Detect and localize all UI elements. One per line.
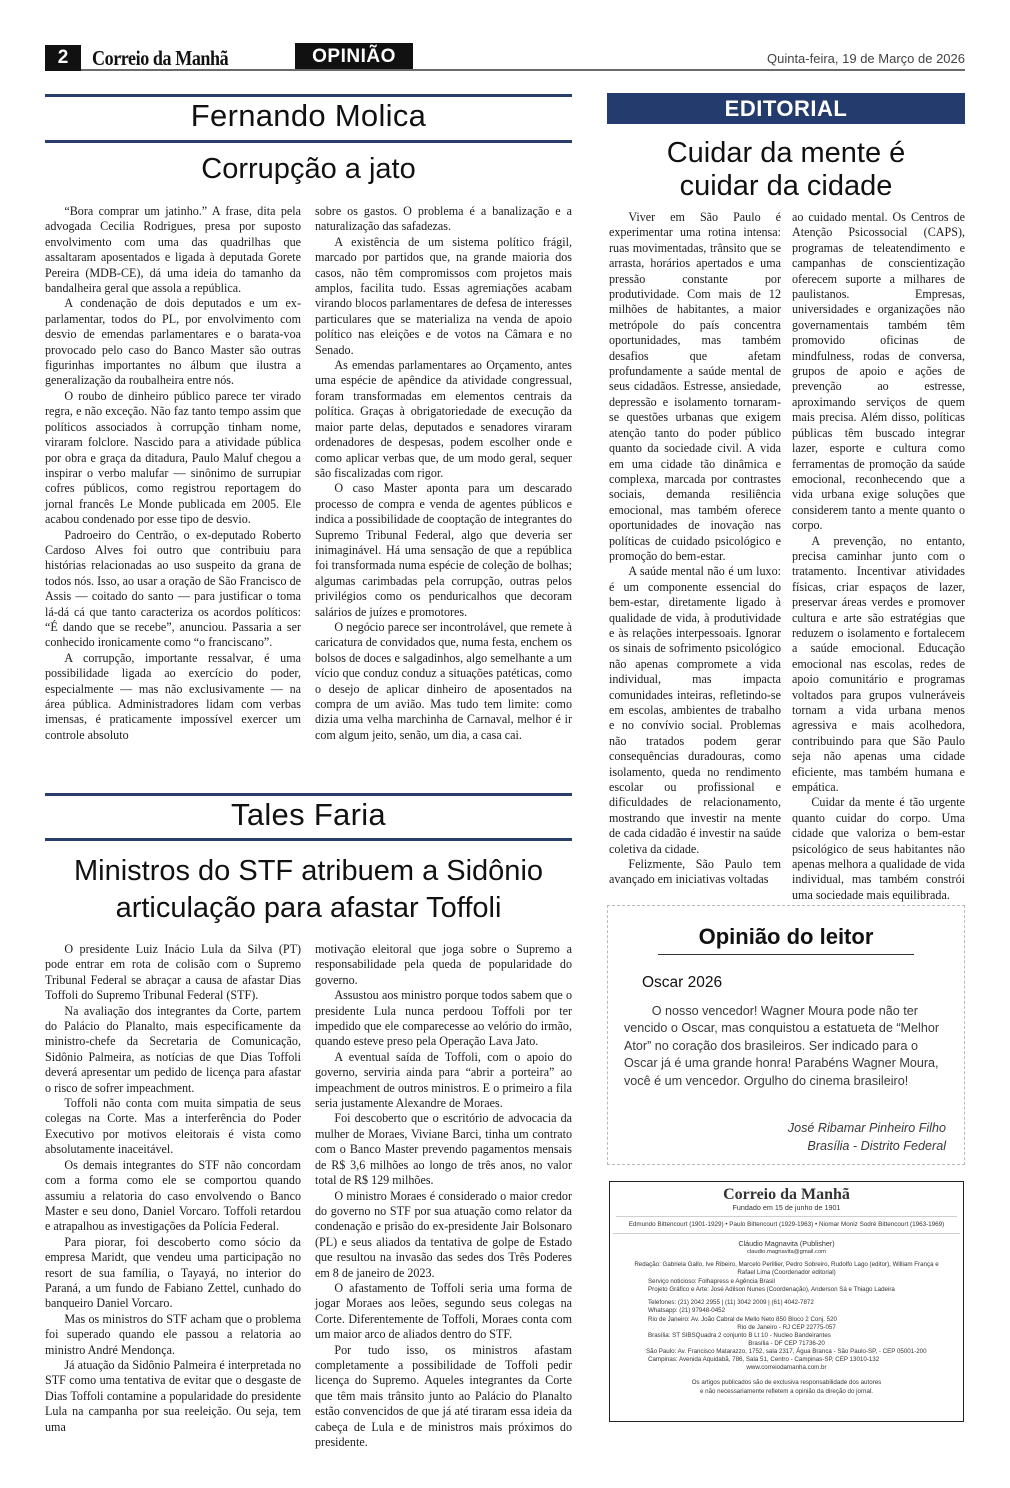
- letter-location: Brasília - Distrito Federal: [807, 1139, 946, 1153]
- paragraph: O presidente Luiz Inácio Lula da Silva (PT) pode entrar em rota de colisão com o Supremo Tribunal Federal se abraçar a causa de afastar Dias Toffoli do Supremo Tribunal Federal (STF).: [45, 942, 301, 1003]
- paragraph: O ministro Moraes é considerado o maior credor do governo no STF por sua atuação como relator da condenação e prisão do ex-presidente Jair Bolsonaro (PL) e seus aliados da tentativa de golpe de Estado que resultou na invasão das sedes dos Três Poderes em 8 de janeiro de 2023.: [315, 1188, 572, 1280]
- issue-date: Quinta-feira, 19 de Março de 2026: [766, 51, 965, 66]
- paragraph: O negócio parece ser incontrolável, que remete à caricatura de convidados que, numa festa, enchem os bolsos de doces e salgadinhos, algo semelhante a um vício que conduz conduz a situações patéticas, como o desejo de aplicar dinheiro de aposentados na compra de um avião. Mas tudo tem limite: como dizia uma velha marchinha de Carnaval, melhor é ir com algum jeito, senão, um dia, a casa cai.: [315, 619, 572, 742]
- editorial-body: [609, 210, 965, 903]
- paragraph: A saúde mental não é um luxo: é um componente essencial do bem-estar, diretamente ligado à qualidade de vida, à produtividade e às relações interpessoais. Ignorar os sinais de sofrimento psicológico não apenas compromete a vida individual, mas impacta comunidades inteiras, refletindo-se em escolas, ambientes de trabalho e no convívio social. Problemas não tratados podem gerar consequências duradouras, como isolamento, queda no rendimento escolar ou profissional e dificuldades de relacionamento, mostrando que investir na mente de cada cidadão é investir na saúde coletiva da cidade.: [609, 564, 781, 856]
- paragraph: Assustou aos ministro porque todos sabem que o presidente Lula nunca perdoou Toffoli por ter impedido que ele comparecesse ao velório do irmão, quando esteve preso pela Operação Lava Jato.: [315, 988, 572, 1049]
- whatsapp: Whatsapp: (21) 97948-0452: [648, 1307, 726, 1315]
- address-campinas: Campinas: Avenida Aquidabã, 786, Sala 51, Centro - Campinas-SP, CEP 13010-132: [648, 1356, 880, 1364]
- paragraph: Felizmente, São Paulo tem avançado em iniciativas voltadas: [609, 857, 781, 887]
- reader-opinion-box: [607, 905, 965, 1165]
- headline-line: cuidar da cidade: [679, 170, 893, 202]
- address-brasilia-cep: Brasília - DF CEP 71736-20: [748, 1339, 825, 1347]
- paragraph: A condenação de dois deputados e um ex-parlamentar, todos do PL, por envolvimento com desvio de emendas parlamentares e o barata-voa provocado pelo caso do Banco Master são outras figurinhas importantes no álbum que ilustra a generalização da roubalheira entre nós.: [45, 296, 301, 388]
- paragraph: ao cuidado mental. Os Centros de Atenção Psicossocial (CAPS), programas de teleatendimento e campanhas de conscientização oferecem suporte a milhares de paulistanos. Empresas, universidades e organizações não governamentais também têm promovido oficinas de mindfulness, rodas de conversa, grupos de apoio e ações de prevenção ao estresse, aproximando serviços de quem mais precisa. Além disso, políticas públicas têm buscado integrar lazer, esporte e cultura como ferramentas de promoção da saúde emocional, reconhecendo que a vida urbana exige soluções que considerem tanto a mente quanto o corpo.: [792, 210, 965, 533]
- letter-signature: [788, 1119, 946, 1155]
- headline-line: Cuidar da mente é: [666, 137, 906, 169]
- paragraph: Viver em São Paulo é experimentar uma rotina intensa: ruas movimentadas, trânsito que se arrasta, horários apertados e uma pressão constante por produtividade. Com mais de 12 milhões de habitantes, a maior metrópole do país concentra oportunidades, mas também desafios que afetam profundamente a saúde mental de seus cidadãos. Estresse, ansiedade, depressão e isolamento tornaram-se questões urbanas que exigem atenção tanto do poder público quanto da sociedade civil. A vida em uma cidade tão dinâmica e complexa, marcada por contrastes sociais, demanda resiliência emocional, mas também oferece oportunidades de inovação nas políticas de cuidado psicológico e promoção do bem-estar.: [609, 210, 781, 563]
- staff-newsroom: Redação: Gabriela Gallo, Ive Ribeiro, Marcelo Perillier, Pedro Sobreiro, Rudolfo Lago (editor), William França e Rafael Lima (Coordenador editorial): [634, 1261, 939, 1277]
- section-label[interactable]: OPINIÃO: [295, 43, 413, 69]
- letter-subject: Oscar 2026: [642, 974, 723, 991]
- phones: Telefones: (21) 2042 2955 | (11) 3042 2009 | (61) 4042-7872: [648, 1299, 814, 1307]
- masthead-credits-box: [609, 1181, 964, 1422]
- paragraph: Na avaliação dos integrantes da Corte, partem do Palácio do Planalto, mais especificamente da ministro-chefe da Secretaria de Comunicação, Sidônio Palmeira, as notícias de que Dias Toffoli deverá apresentar um pedido de licença para afastar o risco de sofrer impeachment.: [45, 1003, 301, 1095]
- staff-block: [610, 1261, 963, 1277]
- paragraph: Padroeiro do Centrão, o ex-deputado Roberto Cardoso Alves foi outro que contribuiu para histórias relacionadas ao uso suspeito da grana de todos nós. Isso, ao usar a oração de São Francisco de Assis — coitado do santo — para justificar o toma lá-dá cá que tanto caracteriza os acordos políticos: “É dando que se recebe”, anunciou. Passaria a ser conhecido ironicamente como “o franciscano”.: [45, 527, 301, 650]
- paragraph: A prevenção, no entanto, precisa caminhar junto com o tratamento. Incentivar atividades físicas, criar espaços de lazer, preservar áreas verdes e promover cultura e arte são estratégias que reduzem o isolamento e fortalecem a saúde emocional. Educação emocional nas escolas, redes de apoio comunitário e programas voltados para grupos vulneráveis tornam a vida urbana menos agressiva e mais acolhedora, contribuindo para que São Paulo seja não apenas uma cidade eficiente, mas também humana e empática.: [792, 533, 965, 795]
- headline-line: Ministros do STF atribuem a Sidônio: [73, 855, 544, 887]
- paragraph: O caso Master aponta para um descarado processo de compra e venda de agentes públicos e indica a possibilidade de cooptação de integrantes do Supremo Tribunal Federal, algo que deveria ser inimaginável. Há uma sensação de que a república foi transformada numa espécie de coleção de bolhas; algumas carimbadas pela corrupção, outras pelos privilégios como os penduricalhos que decoram salários de juízes e promotores.: [315, 481, 572, 619]
- contact-block: [610, 1299, 963, 1372]
- services-block: [610, 1278, 963, 1294]
- article-column-1: [45, 204, 301, 743]
- paragraph: Os demais integrantes do STF não concordam com a forma como ele se comportou quando assumiu a relatoria do caso envolvendo o Banco Master e seu dono, Daniel Vorcaro. Toffoli retardou e atrapalhou as investigações da Polícia Federal.: [45, 1157, 301, 1234]
- disclaimer-line: Os artigos publicados são de exclusiva responsabilidade dos autores: [691, 1379, 882, 1387]
- disclaimer: [610, 1379, 963, 1396]
- paragraph: Toffoli não conta com muita simpatia de seus colegas na Corte. Mas a interferência do Poder Executivo por motivos eleitorais é vista como absolutamente inaceitável.: [45, 1096, 301, 1157]
- article-column-1: [45, 942, 301, 1450]
- publisher-email[interactable]: claudio.magnavita@gmail.com: [746, 1249, 827, 1255]
- masthead: [45, 45, 965, 71]
- disclaimer-line: e não necessariamente refletem a opinião da direção do jornal.: [699, 1387, 873, 1395]
- paragraph: O afastamento de Toffoli seria uma forma de jogar Moraes aos leões, segundo seus colegas na Corte. Diferentemente de Toffoli, Moraes conta com um maior arco de aliados dentro do STF.: [315, 1280, 572, 1342]
- address-rio-cep: Rio de Janeiro - RJ CEP 22775-057: [737, 1323, 836, 1331]
- founded-date: Fundado em 15 de junho de 1901: [616, 1203, 957, 1217]
- paragraph: “Bora comprar um jatinho.” A frase, dita pela advogada Cecilia Rodrigues, presa por suposto envolvimento com uma das quadrilhas que assaltaram aposentados e ligada à deputada Gorete Pereira (MDB-CE), dá uma ideia do tamanho da bandalheira geral que assola a república.: [45, 204, 301, 296]
- article-body: [45, 942, 572, 1450]
- founders-list: Edmundo Bittencourt (1901-1929) • Paulo Bittencourt (1929-1963) • Niomar Moniz Sodré Bittencourt (1963-1969): [613, 1217, 960, 1234]
- publisher-name: Cláudio Magnavita (Publisher): [738, 1239, 835, 1248]
- article-column-2: [315, 204, 572, 743]
- design-credits: Projeto Gráfico e Arte: José Adilson Nunes (Coordenação), Anderson Sá e Thiago Ladeira: [648, 1286, 895, 1294]
- address-rio: Rio de Janeiro: Av. João Cabral de Mello Neto 850 Bloco 2 Conj. 520: [648, 1315, 837, 1323]
- reader-section-title: Opinião do leitor: [658, 924, 914, 955]
- paragraph: A eventual saída de Toffoli, com o apoio do governo, serviria ainda para “abrir a porteira” ao impeachment de outros ministros. E o primeiro a fila seria justamente Alexandre de Moraes.: [315, 1049, 572, 1111]
- paragraph: sobre os gastos. O problema é a banalização e a naturalização das safadezas.: [315, 204, 572, 234]
- paragraph: A existência de um sistema político frágil, marcado por partidos que, na grande maioria dos casos, não têm compromissos com projetos mais amplos, facilita tudo. Essas agremiações acabam virando blocos parlamentares de defesa de interesses particulares que se materializa na venda de apoio político nas eleições e de votos na Câmara e no Senado.: [315, 234, 572, 357]
- paragraph: Já atuação da Sidônio Palmeira é interpretada no STF como uma tentativa de evitar que o desgaste de Dias Toffoli contamine a popularidade do presidente Lula na campanha por sua reeleição. Ou seja, tem uma: [45, 1357, 301, 1434]
- article-body: [45, 204, 572, 743]
- divider-top: [45, 793, 572, 796]
- page-number: 2: [45, 45, 81, 71]
- columnist-name: Tales Faria: [231, 797, 386, 832]
- website-link[interactable]: www.correiodamanha.com.br: [746, 1364, 827, 1372]
- divider-top: [45, 94, 572, 97]
- letter-text: O nosso vencedor! Wagner Moura pode não ter vencido o Oscar, mas conquistou a estatueta de “Melhor Ator” no coração dos brasileiros. Ser indicado para o Oscar já é uma grande honra! Parabéns Wagner Moura, você é um vencedor. Orgulho do cinema brasileiro!: [624, 1004, 940, 1088]
- credits-logo: Correio da Manhã: [723, 1186, 850, 1203]
- divider-bottom: [45, 838, 572, 841]
- paragraph: Cuidar da mente é tão urgente quanto cuidar do corpo. Uma cidade que valoriza o bem-estar psicológico de seus habitantes não apenas melhora a qualidade de vida individual, mas também constrói uma sociedade mais equilibrada.: [792, 795, 965, 902]
- paragraph: Mas os ministros do STF acham que o problema foi superado quando ele passou a relatoria ao ministro André Mendonça.: [45, 1311, 301, 1357]
- divider-bottom: [45, 140, 572, 143]
- paragraph: Por tudo isso, os ministros afastam completamente a possibilidade de Toffoli pedir licença do Supremo. Aqueles integrantes da Corte que têm mais trânsito junto ao Palácio do Planalto estão convencidos de que já até tiraram essa ideia da cabeça de Lula e de ministros mais próximos do presidente.: [315, 1342, 572, 1449]
- address-saopaulo: São Paulo: Av. Francisco Matarazzo, 1752, sala 2317, Água Branca - São Paulo-SP, - CEP 05001-200: [646, 1347, 927, 1355]
- paragraph: As emendas parlamentares ao Orçamento, antes uma espécie de apêndice da atividade congressual, foram transformadas em elementos centrais da política. Graças à obrigatoriedade de execução da maior parte delas, deputados e senadores viraram ordenadores de despesas, podem escolher onde e como aplicar verbas que, de um modo geral, sequer são fiscalizadas com rigor.: [315, 358, 572, 480]
- paragraph: A corrupção, importante ressalvar, é uma possibilidade ligada ao exercício do poder, especialmente — mas não exclusivamente — na área pública. Administradores lidam com verbas imensas, é praticamente impossível exercer um controle absoluto: [45, 650, 301, 742]
- editorial-column-2: [792, 210, 965, 903]
- newspaper-logo[interactable]: Correio da Manhã: [92, 46, 229, 70]
- paragraph: O roubo de dinheiro público parece ter virado regra, e não exceção. Não faz tanto tempo assim que políticos associados à corrupção tinham nome, viraram folclore. Nascido para a atividade pública por obra e graça da ditadura, Paulo Maluf chegou a inspirar o verbo malufar — sinônimo de surrupiar cofres públicos, como registrou reportagem do jornal francês Le Monde publicada em 2005. Ele acabou condenado por esse tipo de desvio.: [45, 388, 301, 527]
- letter-author: José Ribamar Pinheiro Filho: [787, 1121, 946, 1135]
- article-headline: Corrupção a jato: [201, 153, 416, 185]
- editorial-headline: [607, 137, 965, 203]
- paragraph: Para piorar, foi descoberto como sócio da empresa Maridt, que vendeu uma participação no resort de sua família, o Tayayá, no interior do Paraná, a um fundo de Fabiano Zettel, cunhado do banqueiro Daniel Vorcaro.: [45, 1234, 301, 1311]
- columnist-name: Fernando Molica: [190, 98, 427, 133]
- news-service: Serviço noticioso: Folhapress e Agência Brasil: [648, 1278, 775, 1286]
- editorial-column-1: [609, 210, 781, 903]
- headline-line: articulação para afastar Toffoli: [115, 892, 502, 924]
- article-headline: [40, 853, 577, 927]
- editorial-label: EDITORIAL: [607, 93, 965, 124]
- paragraph: Foi descoberto que o escritório de advocacia da mulher de Moraes, Viviane Barci, tinha um contrato com o Banco Master prevendo pagamentos mensais de R$ 3,6 milhões ao longo de três anos, no valor total de R$ 129 milhões.: [315, 1111, 572, 1188]
- address-brasilia: Brasília: ST SIBSQuadra 2 conjunto B Lt 10 - Nucleo Bandeirantes: [648, 1331, 831, 1339]
- paragraph: motivação eleitoral que joga sobre o Supremo a responsabilidade pela queda de popularidade do governo.: [315, 942, 572, 987]
- article-column-2: [315, 942, 572, 1450]
